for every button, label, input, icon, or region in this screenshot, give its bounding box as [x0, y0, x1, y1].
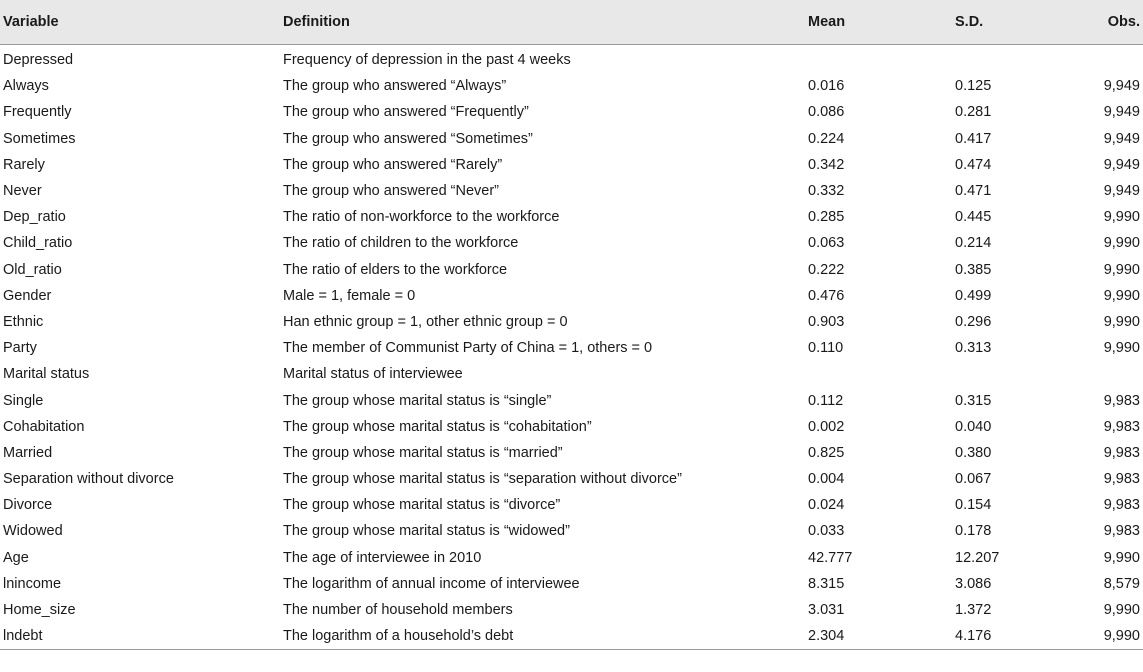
cell-sd: 4.176 — [955, 623, 1069, 650]
table-row — [0, 152, 1143, 178]
cell-sd: 0.125 — [955, 78, 992, 95]
cell-definition: The group whose marital status is “widowed” — [283, 523, 570, 540]
cell-sd: 0.281 — [955, 104, 992, 121]
cell-obs: 9,990 — [1103, 287, 1140, 304]
cell-definition: The group whose marital status is “divorce” — [283, 497, 561, 514]
cell-mean: 0.002 — [808, 418, 845, 435]
cell-obs: 9,990 — [1103, 261, 1140, 278]
cell-variable: Dep_ratio — [3, 209, 66, 226]
cell-definition: The logarithm of a household’s debt — [283, 623, 808, 650]
cell-variable: Gender — [3, 287, 52, 304]
cell-definition: The group who answered “Never” — [283, 183, 499, 200]
table-row — [0, 623, 1143, 650]
cell-obs: 9,990 — [1103, 235, 1140, 252]
table-row — [0, 414, 1143, 440]
cell-obs: 9,990 — [1103, 209, 1140, 226]
header-variable: Variable — [0, 0, 283, 45]
cell-obs: 9,990 — [1103, 602, 1140, 619]
cell-sd: 0.445 — [955, 209, 992, 226]
cell-mean — [808, 45, 955, 74]
cell-sd: 0.380 — [955, 444, 992, 461]
cell-obs: 9,949 — [1103, 78, 1140, 95]
table-row — [0, 73, 1143, 99]
cell-variable: Home_size — [3, 602, 76, 619]
table-row — [0, 335, 1143, 361]
cell-sd: 1.372 — [955, 602, 992, 619]
cell-obs: 9,990 — [1069, 623, 1143, 650]
cell-definition: Male = 1, female = 0 — [283, 287, 416, 304]
cell-definition: The ratio of non-workforce to the workforce — [283, 209, 560, 226]
table-row — [0, 99, 1143, 125]
cell-mean: 0.063 — [808, 235, 845, 252]
table-row — [0, 45, 1143, 74]
cell-variable: Old_ratio — [3, 261, 62, 278]
cell-mean: 42.777 — [808, 549, 853, 566]
table-row — [0, 597, 1143, 623]
cell-mean: 0.110 — [808, 340, 844, 357]
cell-sd: 0.178 — [955, 523, 992, 540]
cell-obs: 9,983 — [1103, 471, 1140, 488]
cell-mean: 0.024 — [808, 497, 845, 514]
cell-definition: Frequency of depression in the past 4 weeks — [283, 52, 571, 69]
cell-definition: The member of Communist Party of China = 1, others = 0 — [283, 340, 653, 357]
cell-obs: 9,983 — [1103, 418, 1140, 435]
cell-definition: The number of household members — [283, 602, 513, 619]
cell-variable: lnincome — [3, 575, 62, 592]
table-body — [0, 45, 1143, 650]
cell-mean — [808, 361, 955, 387]
cell-definition: Han ethnic group = 1, other ethnic group = 0 — [283, 313, 568, 330]
cell-mean: 0.004 — [808, 471, 845, 488]
cell-variable: Rarely — [3, 156, 45, 173]
table-row — [0, 309, 1143, 335]
cell-definition: The group who answered “Sometimes” — [283, 130, 533, 147]
cell-definition: The ratio of children to the workforce — [283, 235, 519, 252]
header-definition: Definition — [283, 0, 808, 45]
cell-sd: 0.471 — [955, 183, 992, 200]
cell-obs: 9,983 — [1103, 444, 1140, 461]
table-row — [0, 361, 1143, 387]
table-row — [0, 571, 1143, 597]
table-row — [0, 126, 1143, 152]
cell-sd: 0.499 — [955, 287, 992, 304]
cell-sd: 12.207 — [955, 549, 1000, 566]
cell-obs: 9,949 — [1103, 183, 1140, 200]
cell-sd: 0.385 — [955, 261, 992, 278]
cell-sd: 0.417 — [955, 130, 992, 147]
cell-definition: The group whose marital status is “married” — [283, 444, 563, 461]
cell-mean: 0.033 — [808, 523, 845, 540]
table-row — [0, 518, 1143, 544]
header-sd: S.D. — [955, 0, 1069, 45]
cell-definition: Marital status of interviewee — [283, 366, 463, 383]
cell-variable: Age — [3, 549, 29, 566]
table-row — [0, 178, 1143, 204]
cell-variable: Child_ratio — [3, 235, 73, 252]
cell-obs: 9,983 — [1103, 392, 1140, 409]
cell-mean: 0.903 — [808, 313, 845, 330]
cell-obs: 9,990 — [1103, 549, 1140, 566]
cell-obs: 9,990 — [1103, 340, 1140, 357]
table-row — [0, 283, 1143, 309]
cell-variable: Married — [3, 444, 53, 461]
cell-definition: The ratio of elders to the workforce — [283, 261, 508, 278]
cell-variable: lndebt — [0, 623, 283, 650]
cell-obs: 9,990 — [1103, 313, 1140, 330]
table-row — [0, 387, 1143, 413]
cell-obs: 8,579 — [1103, 575, 1140, 592]
cell-sd — [955, 361, 1069, 387]
cell-mean: 0.016 — [808, 78, 845, 95]
cell-sd: 0.315 — [955, 392, 992, 409]
table-header — [0, 0, 1143, 45]
cell-variable: Always — [3, 78, 49, 95]
cell-sd: 3.086 — [955, 575, 992, 592]
table-row — [0, 257, 1143, 283]
cell-mean: 0.086 — [808, 104, 845, 121]
cell-obs: 9,983 — [1103, 497, 1140, 514]
cell-obs: 9,983 — [1103, 523, 1140, 540]
cell-mean: 0.476 — [808, 287, 845, 304]
table-row — [0, 440, 1143, 466]
cell-obs: 9,949 — [1103, 156, 1140, 173]
cell-variable: Never — [3, 183, 42, 200]
cell-variable: Party — [3, 340, 37, 357]
cell-mean: 0.222 — [808, 261, 845, 278]
cell-obs — [1069, 45, 1143, 74]
cell-sd: 0.296 — [955, 313, 992, 330]
cell-definition: The age of interviewee in 2010 — [283, 549, 482, 566]
table-row — [0, 466, 1143, 492]
cell-mean: 8.315 — [808, 575, 845, 592]
cell-definition: The group whose marital status is “single” — [283, 392, 552, 409]
cell-mean: 0.825 — [808, 444, 845, 461]
cell-sd: 0.040 — [955, 418, 992, 435]
cell-sd: 0.067 — [955, 471, 992, 488]
cell-sd: 0.154 — [955, 497, 992, 514]
cell-sd: 0.313 — [955, 340, 992, 357]
cell-variable: Divorce — [3, 497, 53, 514]
cell-sd: 0.474 — [955, 156, 992, 173]
cell-variable: Depressed — [3, 52, 74, 69]
cell-obs — [1069, 361, 1143, 387]
cell-mean: 0.112 — [808, 392, 844, 409]
cell-definition: The group whose marital status is “separation without divorce” — [283, 471, 682, 488]
cell-variable: Marital status — [3, 366, 90, 383]
cell-mean: 3.031 — [808, 602, 845, 619]
cell-variable: Ethnic — [3, 313, 44, 330]
cell-obs: 9,949 — [1103, 104, 1140, 121]
cell-sd — [955, 45, 1069, 74]
header-mean: Mean — [808, 0, 955, 45]
table-row — [0, 492, 1143, 518]
cell-sd: 0.214 — [955, 235, 992, 252]
cell-mean: 0.332 — [808, 183, 845, 200]
cell-mean: 0.285 — [808, 209, 845, 226]
table-row — [0, 545, 1143, 571]
cell-variable: Sometimes — [3, 130, 76, 147]
cell-definition: The group who answered “Rarely” — [283, 156, 503, 173]
cell-variable: Widowed — [3, 523, 63, 540]
cell-definition: The group who answered “Frequently” — [283, 104, 529, 121]
cell-variable: Separation without divorce — [3, 471, 174, 488]
cell-definition: The group who answered “Always” — [283, 78, 507, 95]
cell-variable: Frequently — [3, 104, 72, 121]
cell-definition: The logarithm of annual income of interviewee — [283, 575, 580, 592]
table-row — [0, 230, 1143, 256]
cell-definition: The group whose marital status is “cohabitation” — [283, 418, 592, 435]
table-row — [0, 204, 1143, 230]
cell-mean: 0.342 — [808, 156, 845, 173]
header-obs: Obs. — [1069, 0, 1143, 45]
cell-mean: 2.304 — [808, 623, 955, 650]
cell-variable: Single — [3, 392, 44, 409]
cell-variable: Cohabitation — [3, 418, 85, 435]
header-row — [0, 0, 1143, 45]
cell-obs: 9,949 — [1103, 130, 1140, 147]
cell-mean: 0.224 — [808, 130, 845, 147]
